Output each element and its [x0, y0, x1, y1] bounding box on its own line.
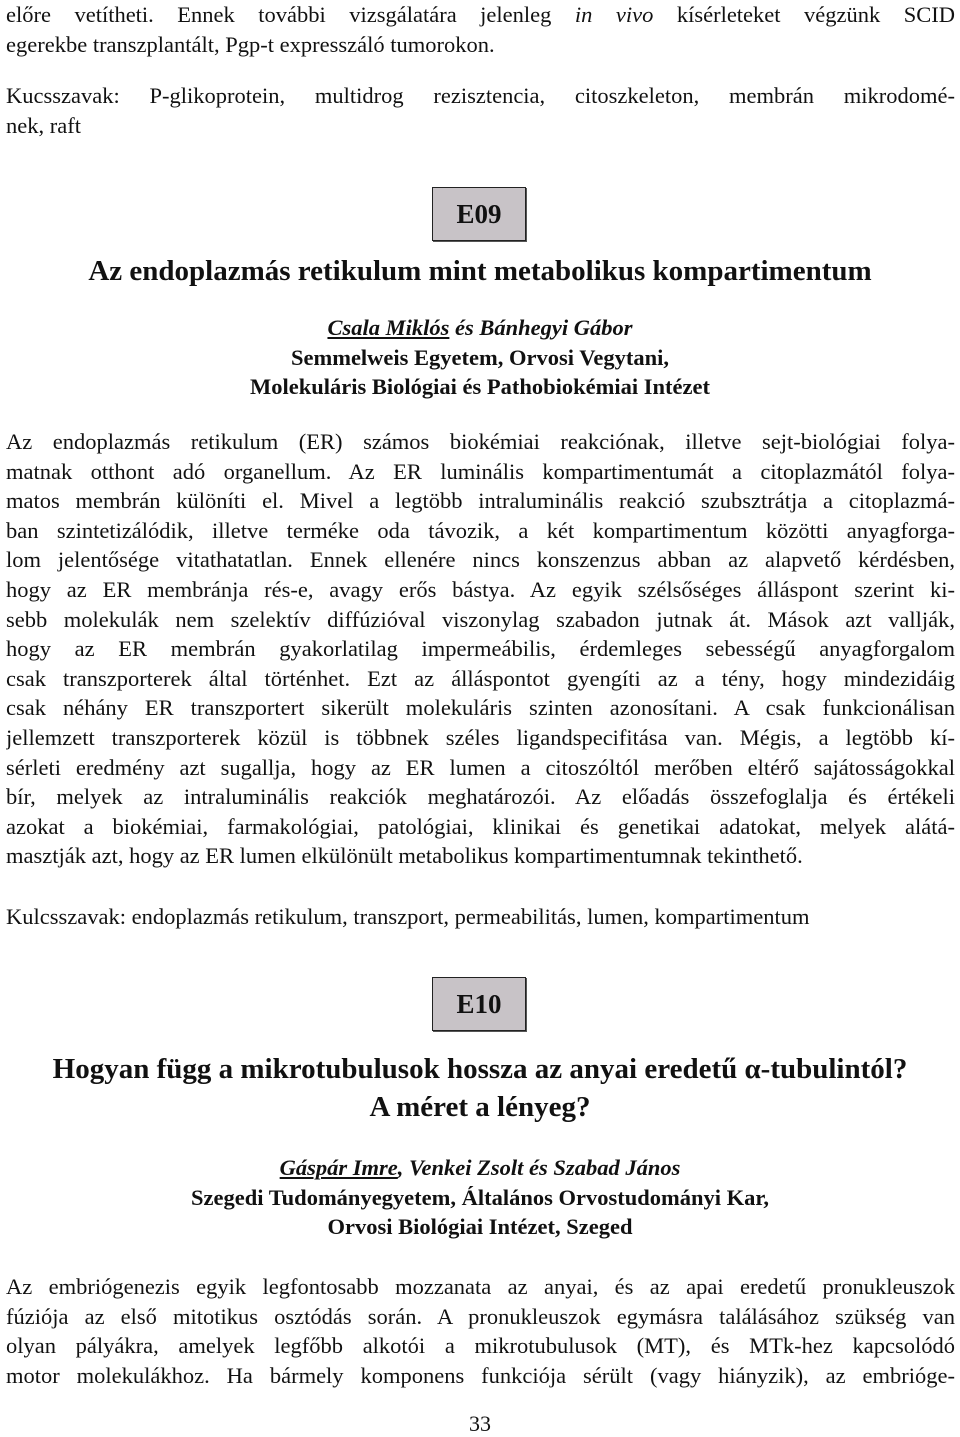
- abstract-body: [6, 427, 955, 871]
- abstract-body: [6, 1272, 955, 1390]
- text-line: Az endoplazmás retikulum (ER) számos biokémiai reakciónak, illetve sejt-biológiai folya-: [6, 429, 955, 454]
- abstract-title-line: Hogyan függ a mikrotubulusok hossza az anyai eredetű α-tubulintól?: [52, 1053, 908, 1085]
- text-line: jellemzett transzporterek közül is többnek széles ligandspecifitása van. Mégis, a legtöbb kí-: [6, 724, 955, 750]
- affiliation-line: Szegedi Tudományegyetem, Általános Orvostudományi Kar,: [191, 1185, 769, 1210]
- text-line: matos membrán különíti el. Mivel a legtöbb intraluminális reakció szubsztrátja a citoplazmá-: [6, 488, 955, 514]
- abstract-title: Az endoplazmás retikulum mint metabolikus kompartimentum: [88, 255, 872, 287]
- text-line: azokat a biokémiai, farmakológiai, patológiai, klinikai és genetikai adatokat, melyek alátá-: [6, 813, 955, 839]
- text-line: hogy az ER membránja rés-e, avagy erős bástya. Az egyik szélsőséges álláspont szerint ki-: [6, 576, 955, 602]
- abstract-keywords: Kulcsszavak: endoplazmás retikulum, transzport, permeabilitás, lumen, kompartimentum: [6, 904, 810, 929]
- text-line: hogy az ER membrán gyakorlatilag impermeábilis, érdemleges sebességű anyagforgalom: [6, 636, 955, 662]
- author-line: [0, 313, 960, 343]
- affiliation-line: Orvosi Biológiai Intézet, Szeged: [327, 1214, 633, 1239]
- text-line: lom jelentősége vitathatatlan. Ennek ellenére nincs konszenzus abban az alapvető kérdésben,: [6, 547, 955, 573]
- text-line: sérleti eredmény azt sugallja, hogy az ER lumen a citoszóltól merőben eltérő sajátosságokkal: [6, 754, 955, 780]
- text-line: előre vetítheti. Ennek további vizsgálatára jelenleg in vivo kísérleteket végzünk SCID: [6, 2, 955, 27]
- text-line: nek, raft: [6, 112, 81, 138]
- text-line: olyan pályákra, amelyek legfőbb alkotói a mikrotubulusok (MT), és MTk-hez kapcsolódó: [6, 1333, 955, 1359]
- abstract-code-badge: E09: [432, 187, 526, 241]
- text-line: masztják azt, hogy az ER lumen elkülönült metabolikus kompartimentumnak tekinthető.: [6, 843, 803, 869]
- top-keywords: [6, 81, 955, 140]
- affiliation-line: Semmelweis Egyetem, Orvosi Vegytani,: [290, 345, 670, 370]
- presenting-author: Csala Miklós: [327, 315, 450, 340]
- text-line: matnak otthont adó organellum. Az ER luminális kompartimentumát a citoplazmától folya-: [6, 458, 955, 484]
- co-authors: és Bánhegyi Gábor: [449, 315, 633, 340]
- text-line: Kucsszavak: P-glikoprotein, multidrog rezisztencia, citoszkeleton, membrán mikrodomé-: [6, 83, 955, 108]
- co-authors: , Venkei Zsolt és Szabad János: [397, 1155, 681, 1180]
- text-line: motor molekulákhoz. Ha bármely komponens funkciója sérült (vagy hiányzik), az embrióge-: [6, 1362, 955, 1388]
- abstract-title-line: A méret a lényeg?: [369, 1091, 591, 1123]
- text-line: fúziója az első mitotikus osztódás során. A pronukleuszok egymásra találásához szükség van: [6, 1303, 955, 1329]
- abstract-code-badge: E10: [432, 977, 526, 1031]
- affiliation-line: Molekuláris Biológiai és Pathobiokémiai Intézet: [250, 374, 710, 399]
- text-line: csak transzporterek által történhet. Ezt az álláspontot gyengíti az a tény, hogy mindezidáig: [6, 665, 955, 691]
- text-line: Az embriógenezis egyik legfontosabb mozzanata az anyai, és az apai eredetű pronukleuszok: [6, 1274, 955, 1299]
- page-number: 33: [469, 1411, 491, 1436]
- text-line: ban szintetizálódik, illetve terméke oda távozik, a két kompartimentum közötti anyagforga-: [6, 517, 955, 543]
- author-line: [0, 1153, 960, 1183]
- text-line: sebb molekulák nem szelektív diffúzióval viszonylag szabadon jutnak át. Mások azt vallják,: [6, 606, 955, 632]
- presenting-author: Gáspár Imre: [279, 1155, 398, 1180]
- text-line: bír, melyek az intraluminális reakciók meghatározói. Az előadás összefoglalja és értékeli: [6, 784, 955, 810]
- text-line: csak néhány ER transzportert sikerült molekuláris szinten azonosítani. A csak funkcionálisan: [6, 695, 955, 721]
- text-line: egerekbe transzplantált, Pgp-t expresszáló tumorokon.: [6, 31, 495, 57]
- top-paragraph: [6, 0, 955, 59]
